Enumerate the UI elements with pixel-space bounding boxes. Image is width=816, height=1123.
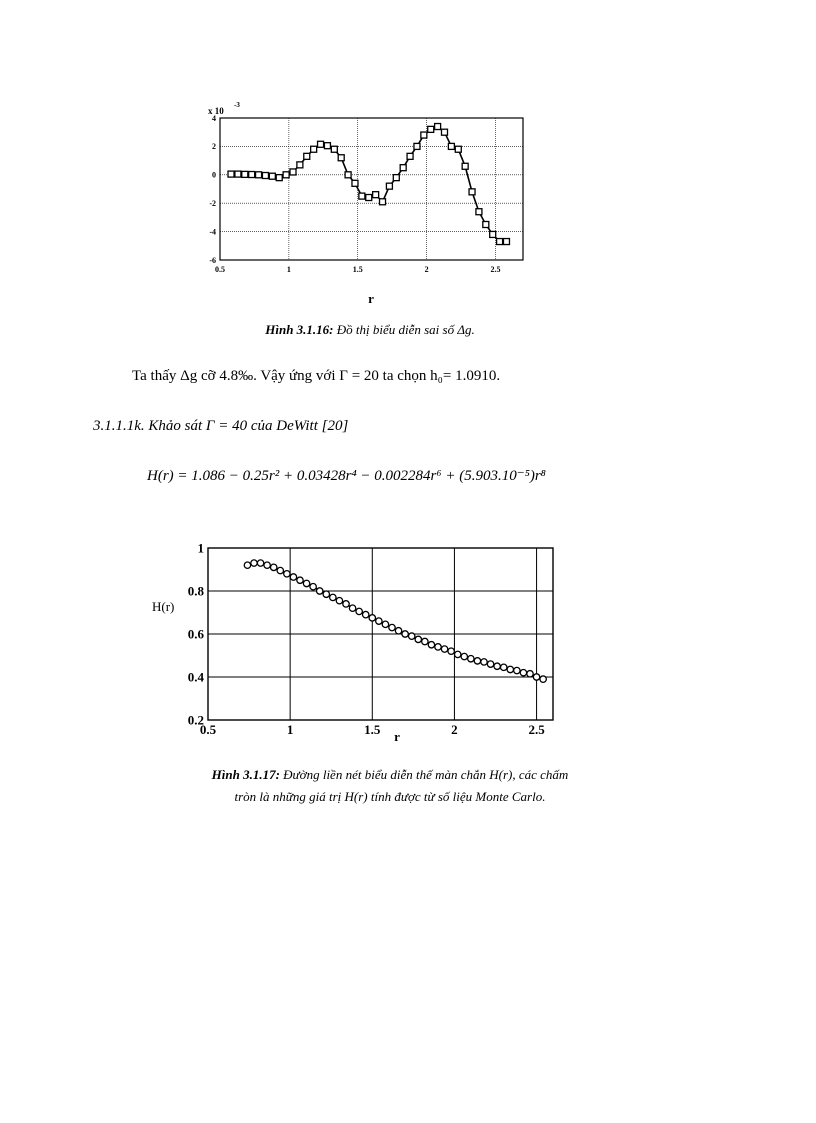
data-point	[494, 663, 500, 669]
x-tick-label: 2	[451, 722, 458, 737]
data-point	[262, 173, 268, 179]
data-point	[455, 651, 461, 657]
x-tick-label: 0.5	[199, 722, 217, 737]
data-point	[503, 239, 509, 245]
data-point	[514, 667, 520, 673]
data-point	[277, 567, 283, 573]
y-tick-label: -4	[209, 227, 216, 237]
fig17-ticks	[188, 541, 545, 737]
x-tick-label: 1.5	[352, 265, 363, 274]
section-heading: 3.1.1.1k. Khảo sát Γ = 40 của DeWitt [20]	[93, 418, 349, 434]
y-tick-label: 2	[212, 142, 216, 152]
data-point	[343, 601, 349, 607]
series-line	[231, 127, 506, 242]
body-paragraph: Ta thấy Δg cỡ 4.8‰. Vậy ứng với Γ = 20 ta chọn h₀= 1.0910.	[132, 368, 501, 384]
data-point	[297, 162, 303, 168]
fig16-ticks	[209, 114, 500, 274]
data-point	[497, 239, 503, 245]
data-point	[318, 141, 324, 147]
data-point	[373, 192, 379, 198]
data-point	[428, 126, 434, 132]
y-tick-label: 1	[197, 540, 204, 556]
data-point	[336, 597, 342, 603]
data-point	[242, 171, 248, 177]
data-point	[435, 124, 441, 130]
x-tick-label: 1.5	[364, 722, 381, 737]
data-point	[461, 653, 467, 659]
data-point	[455, 146, 461, 152]
data-point	[520, 670, 526, 676]
data-point	[441, 129, 447, 135]
data-point	[400, 165, 406, 171]
data-point	[487, 661, 493, 667]
data-point	[290, 169, 296, 175]
fig16-exponent-power: -3	[234, 101, 240, 109]
data-point	[441, 646, 447, 652]
data-point	[369, 615, 375, 621]
data-point	[533, 674, 539, 680]
fig17-ylabel: H(r)	[152, 599, 175, 614]
data-point	[402, 631, 408, 637]
data-point	[271, 564, 277, 570]
data-point	[310, 584, 316, 590]
data-point	[324, 143, 330, 149]
y-tick-label: 0.8	[187, 583, 204, 599]
data-point	[414, 143, 420, 149]
fig17-grid	[208, 548, 553, 720]
data-point	[228, 171, 234, 177]
fig17-series	[244, 560, 546, 683]
data-point	[352, 180, 358, 186]
fig16-series	[228, 124, 509, 245]
y-tick-label: -6	[209, 255, 216, 265]
data-point	[448, 143, 454, 149]
data-point	[311, 146, 317, 152]
data-point	[507, 666, 513, 672]
y-tick-label: 0.2	[187, 712, 204, 728]
fig16-exponent-label: x 10	[208, 106, 224, 116]
data-point	[501, 664, 507, 670]
data-point	[481, 659, 487, 665]
data-point	[415, 636, 421, 642]
y-tick-label: 0.4	[187, 669, 204, 685]
data-point	[407, 153, 413, 159]
data-point	[474, 658, 480, 664]
data-point	[395, 628, 401, 634]
data-point	[297, 577, 303, 583]
data-point	[462, 163, 468, 169]
fig16-caption-text: Đồ thị biểu diễn sai số Δg.	[336, 322, 475, 337]
figure-3-1-17-chart	[150, 538, 570, 748]
data-point	[235, 171, 241, 177]
y-tick-label: 0.6	[187, 626, 204, 642]
fig16-plot-frame	[220, 118, 523, 260]
y-tick-label: 4	[212, 113, 216, 123]
data-point	[409, 633, 415, 639]
data-point	[269, 173, 275, 179]
data-point	[428, 642, 434, 648]
data-point	[422, 638, 428, 644]
figure-3-1-17-caption	[150, 764, 630, 808]
fig17-caption-label: Hình 3.1.17:	[211, 767, 280, 782]
x-tick-label: 1	[286, 265, 291, 274]
x-tick-label: 2.5	[528, 722, 545, 737]
data-point	[448, 648, 454, 654]
data-point	[359, 193, 365, 199]
y-tick-label: -2	[209, 199, 216, 208]
data-point	[264, 562, 270, 568]
data-point	[276, 175, 282, 181]
data-point	[251, 560, 257, 566]
data-point	[376, 618, 382, 624]
data-point	[323, 591, 329, 597]
figure-3-1-16-caption	[160, 322, 580, 338]
data-point	[469, 189, 475, 195]
data-point	[338, 155, 344, 161]
data-point	[249, 172, 255, 178]
data-point	[389, 624, 395, 630]
data-point	[386, 183, 392, 189]
data-point	[290, 574, 296, 580]
data-point	[483, 222, 489, 228]
data-point	[331, 146, 337, 152]
data-point	[349, 605, 355, 611]
data-point	[303, 580, 309, 586]
data-point	[317, 588, 323, 594]
data-point	[257, 560, 263, 566]
data-point	[330, 594, 336, 600]
data-point	[393, 175, 399, 181]
x-tick-label: 2.5	[490, 265, 501, 274]
x-tick-label: 0.5	[215, 265, 225, 274]
y-tick-label: 0	[212, 170, 216, 180]
data-point	[421, 132, 427, 138]
data-point	[435, 644, 441, 650]
data-point	[382, 621, 388, 627]
data-point	[256, 172, 262, 178]
fig17-caption-text-1: Đường liền nét biểu diễn thế màn chắn H(r), các chấm	[283, 767, 569, 782]
data-point	[356, 608, 362, 614]
fig17-caption-line2: tròn là những giá trị H(r) tính được từ số liệu Monte Carlo.	[234, 789, 546, 804]
data-point	[476, 209, 482, 215]
fig17-xlabel: r	[394, 729, 400, 744]
data-point	[490, 231, 496, 237]
x-tick-label: 1	[286, 722, 294, 737]
data-point	[366, 195, 372, 201]
data-point	[468, 656, 474, 662]
data-point	[540, 676, 546, 682]
fig16-xlabel: r	[368, 291, 374, 306]
data-point	[283, 172, 289, 178]
data-point	[284, 571, 290, 577]
figure-3-1-16-chart	[190, 100, 540, 310]
fig16-caption-label: Hình 3.1.16:	[265, 322, 334, 337]
data-point	[244, 562, 250, 568]
equation-h-r: H(r) = 1.086 − 0.25r² + 0.03428r⁴ − 0.002284r⁶ + (5.903.10⁻⁵)r⁸	[147, 468, 546, 484]
data-point	[527, 671, 533, 677]
data-point	[345, 172, 351, 178]
fig16-grid	[220, 118, 523, 260]
data-point	[304, 153, 310, 159]
x-tick-label: 2	[424, 265, 429, 274]
fig17-caption-line1	[150, 764, 630, 786]
data-point	[363, 611, 369, 617]
data-point	[380, 199, 386, 205]
